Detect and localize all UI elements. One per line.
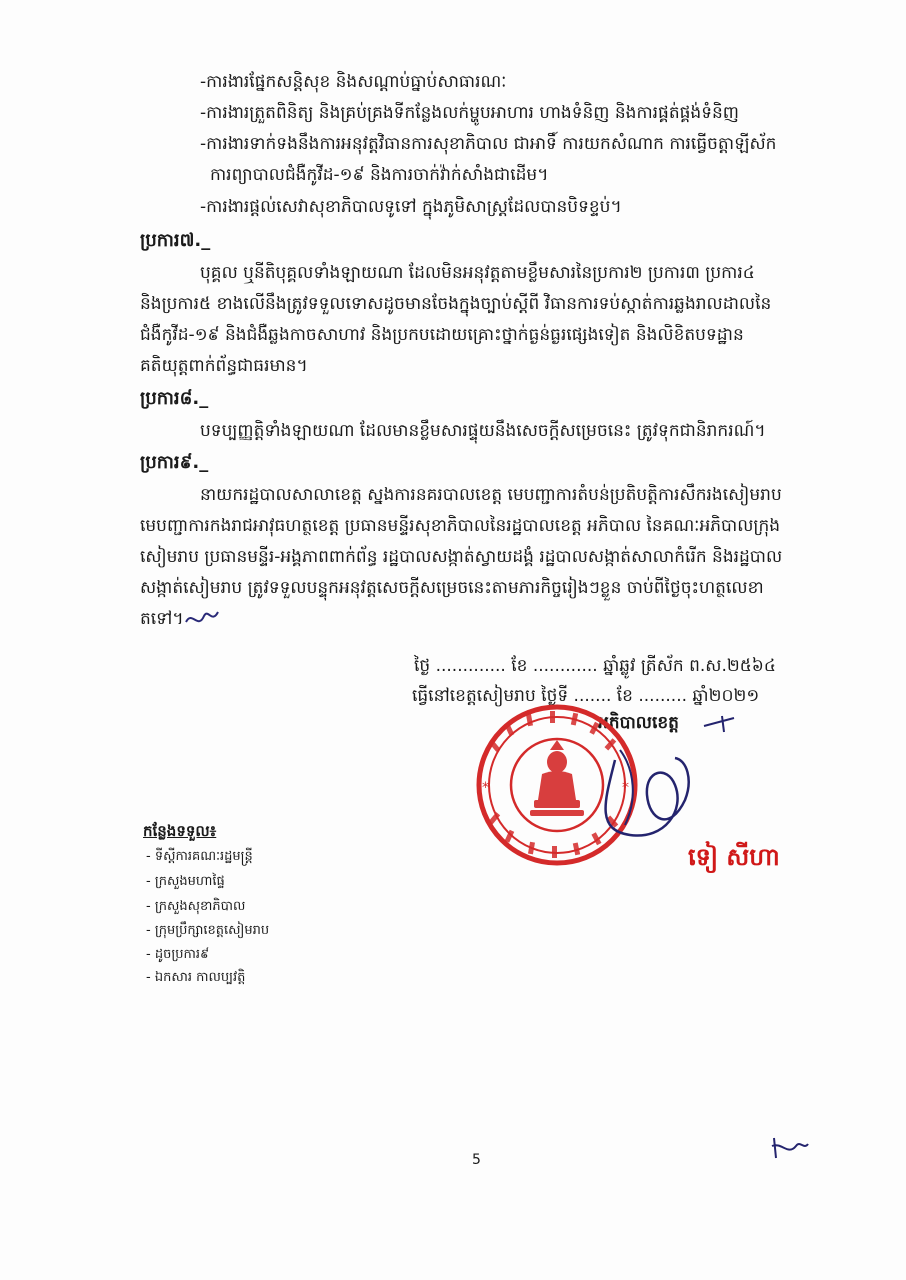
bullet-line: -ការងារទាក់ទងនឹងការអនុវត្តវិធានការសុខាភិបាល ជាអាទិ៍ ការយកសំណាក ការធ្វើចត្តាឡីស័ក — [200, 134, 777, 154]
recipient-item: - ក្រសួងមហាផ្ទៃ — [146, 874, 225, 889]
page-initial-icon — [768, 1132, 812, 1164]
article-7-heading: ប្រការ៧._ — [140, 230, 211, 251]
handwritten-signature-icon — [575, 740, 715, 850]
article-9-text: នាយករដ្ឋបាលសាលាខេត្ត ស្នងការនគរបាលខេត្ត មេបញ្ជាការតំបន់ប្រតិបត្តិការសឹករងសៀមរាប — [200, 485, 782, 505]
article-9-text: សង្កាត់សៀមរាប ត្រូវទទួលបន្ទុកអនុវត្តសេចក្តីសម្រេចនេះតាមភារកិច្ចរៀងៗខ្លួន ចាប់ពីថ្ងៃចុះហត្ថលេខា — [140, 578, 764, 598]
page-number: 5 — [472, 1152, 481, 1168]
article-9-text: តទៅ។ — [140, 609, 184, 629]
article-7-text: គតិយុត្តពាក់ព័ន្ធជាធរមាន។ — [140, 356, 308, 376]
article-9-heading: ប្រការ៩._ — [140, 452, 209, 473]
recipient-item: - ដូចប្រការ៩ — [146, 947, 210, 962]
article-7-text: និងប្រការ៥ ខាងលើនឹងត្រូវទទួលទោសដូចមានចែងក្នុងច្បាប់ស្តីពី វិធានការទប់ស្កាត់ការឆ្លងរាលដាលនៃ — [140, 294, 772, 314]
recipient-item: - ក្រុមប្រឹក្សាខេត្តសៀមរាប — [146, 923, 270, 938]
signer-name: ទៀ សីហា — [688, 843, 780, 871]
solar-date: ធ្វើនៅខេត្តសៀមរាប ថ្ងៃទី ....... ខែ ......... ឆ្នាំ២០២១ — [412, 686, 760, 706]
article-8-heading: ប្រការ៨._ — [140, 388, 209, 409]
article-7-text: បុគ្គល ឬនីតិបុគ្គលទាំងឡាយណា ដែលមិនអនុវត្តតាមខ្លឹមសារនៃប្រការ២ ប្រការ៣ ប្រការ៤ — [200, 263, 755, 283]
bullet-line: -ការងារត្រួតពិនិត្យ និងគ្រប់គ្រងទីកន្លែងលក់ម្ហូបអាហារ ហាងទំនិញ និងការផ្គត់ផ្គង់ទំនិញ — [200, 103, 739, 123]
recipient-item: - ក្រសួងសុខាភិបាល — [146, 899, 246, 914]
svg-text:*: * — [622, 780, 629, 796]
bullet-line: -ការងារផ្តល់សេវាសុខាភិបាលទូទៅ ក្នុងភូមិសាស្ត្រដែលបានបិទខ្ទប់។ — [200, 197, 622, 217]
recipient-item: - ឯកសារ កាលប្បវត្តិ — [146, 970, 246, 985]
bullet-line: -ការងារផ្នែកសន្តិសុខ និងសណ្តាប់ធ្នាប់សាធារណៈ — [200, 72, 507, 92]
initial-mark-icon — [182, 604, 222, 630]
recipients-title: កន្លែងទទួល៖ — [143, 822, 217, 840]
article-7-text: ជំងឺកូវីដ-១៩ និងជំងឺឆ្លងកាចសាហាវ និងប្រកបដោយគ្រោះថ្នាក់ធ្ងន់ធ្ងរផ្សេងទៀត និងលិខិតបទដ្ឋាន — [140, 325, 744, 345]
signature-flourish-icon — [700, 712, 740, 736]
article-9-text: សៀមរាប ប្រធានមន្ទីរ-អង្គភាពពាក់ព័ន្ធ រដ្ឋបាលសង្កាត់ស្វាយដង្គំ រដ្ឋបាលសង្កាត់សាលាកំរើក និងរដ្ឋបាល — [140, 547, 783, 567]
lunar-date: ថ្ងៃ ............. ខែ ............ ឆ្នាំឆ្លូវ ត្រីស័ក ព.ស.២៥៦៤ — [414, 656, 776, 676]
bullet-line: ការព្យាបាលជំងឺកូវីដ-១៩ និងការចាក់វ៉ាក់សាំងជាដើម។ — [210, 165, 549, 185]
recipient-item: - ទីស្តីការគណៈរដ្ឋមន្ត្រី — [146, 849, 253, 864]
article-9-text: មេបញ្ជាការកងរាជអាវុធហត្ថខេត្ត ប្រធានមន្ទីរសុខាភិបាលនៃរដ្ឋបាលខេត្ត អភិបាល នៃគណៈអភិបាលក្រុង — [140, 516, 781, 536]
article-8-text: បទប្បញ្ញត្តិទាំងឡាយណា ដែលមានខ្លឹមសារផ្ទុយនឹងសេចក្តីសម្រេចនេះ ត្រូវទុកជានិរាករណ៍។ — [200, 421, 766, 441]
signer-title: អភិបាលខេត្ត — [598, 713, 679, 733]
svg-text:*: * — [482, 780, 489, 796]
